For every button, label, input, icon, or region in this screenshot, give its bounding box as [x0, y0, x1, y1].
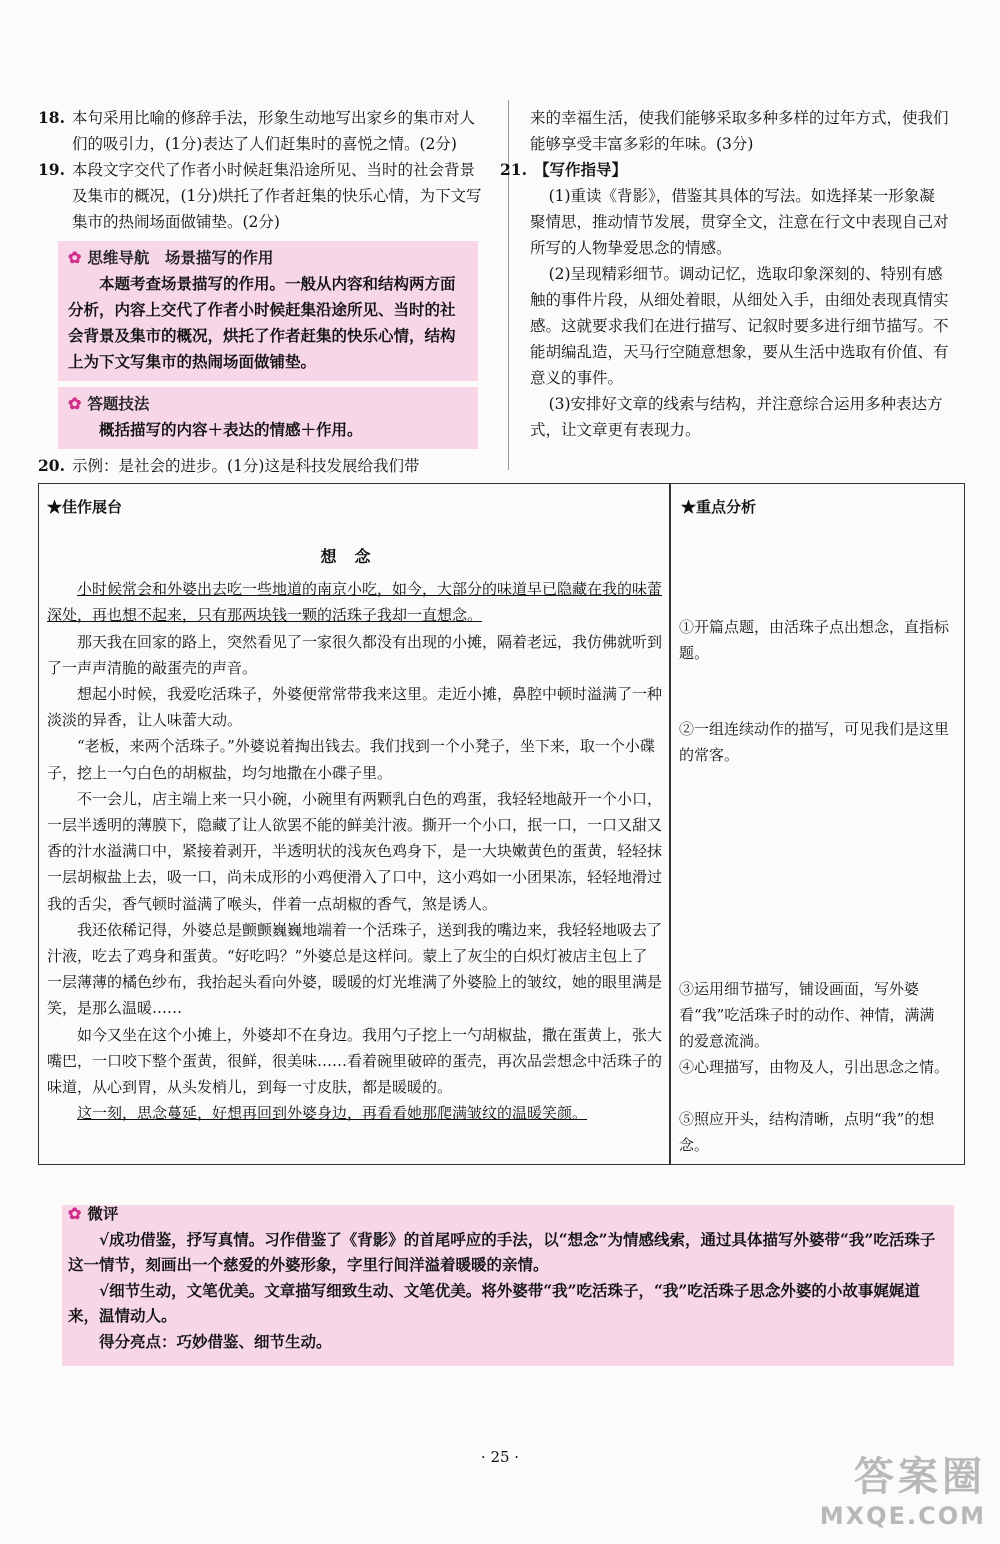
answer-20-continued: 来的幸福生活，使我们能够采取多种多样的过年方式，使我们能够享受丰富多彩的年味。(3分) [530, 109, 949, 153]
left-column [38, 105, 488, 479]
answer-technique-title: 答题技法 [87, 394, 150, 413]
answer-technique-body: 概括描写的内容＋表达的情感＋作用。 [99, 420, 363, 439]
showcase-box [38, 483, 965, 1165]
flower-icon: ✿ [68, 394, 82, 413]
answer-technique-box [58, 387, 478, 449]
answer-number: 19. [38, 160, 65, 179]
writing-guide-point-1: (1)重读《背影》，借鉴其具体的写法。如选择某一形象凝聚情思，推动情节发展，贯穿全文，注意在行文中表现自己对所写的人物挚爱思念的情感。 [530, 187, 949, 257]
thinking-guide-box [58, 241, 478, 381]
column-divider [508, 100, 509, 470]
answer-number: 18. [38, 108, 65, 127]
essay-paragraph: “老板，来两个活珠子。”外婆说着掏出钱去。我们找到一个小凳子，坐下来，取一个小碟子，挖上一勺白色的胡椒盐，均匀地撒在小碟子里。 [47, 737, 655, 782]
writing-guide-point-3: (3)安排好文章的线索与结构，并注意综合运用多种表达方式，让文章更有表现力。 [530, 395, 943, 439]
essay-paragraph: 这一刻，思念蔓延，好想再回到外婆身边，再看看她那爬满皱纹的温暖笑颜。 [77, 1104, 588, 1123]
answer-text: 本句采用比喻的修辞手法，形象生动地写出家乡的集市对人们的吸引力，(1分)表达了人们赶集时的喜悦之情。(2分) [72, 109, 476, 153]
review-paragraph: 得分亮点：巧妙借鉴、细节生动。 [99, 1331, 332, 1351]
showcase-divider [669, 484, 671, 1164]
flower-icon: ✿ [68, 1204, 82, 1223]
watermark [820, 1445, 986, 1530]
right-column [500, 105, 950, 443]
review-paragraph: √细节生动，文笔优美。文章描写细致生动、文笔优美。将外婆带“我”吃活珠子，“我”吃活珠子思念外婆的小故事娓娓道来，温情动人。 [68, 1280, 920, 1325]
answer-number: 21. [500, 160, 527, 179]
answer-21-header [500, 157, 950, 183]
page-number: · 25 · [480, 1448, 520, 1466]
writing-guide-title: 【写作指导】 [534, 160, 628, 179]
analysis-header: ★重点分析 [681, 498, 757, 516]
writing-guide-point-2: (2)呈现精彩细节。调动记忆，选取印象深刻的、特别有感触的事件片段，从细处着眼，从细处入手，由细处表现真情实感。这就要求我们在进行描写、记叙时要多进行细节描写。不能胡编乱造，天马行空随意想象，要从生活中选取有价值、有意义的事件。 [530, 265, 949, 387]
answer-19 [38, 157, 488, 235]
essay-paragraph: 想起小时候，我爱吃活珠子，外婆便常常带我来这里。走近小摊，鼻腔中顿时溢满了一种淡淡的异香，让人味蕾大动。 [47, 685, 663, 730]
watermark-logo-text: 答案圈 [854, 1454, 986, 1500]
review-paragraph: √成功借鉴，抒写真情。习作借鉴了《背影》的首尾呼应的手法，以“想念”为情感线索，通过具体描写外婆带“我”吃活珠子这一情节，刻画出一个慈爱的外婆形象，字里行间洋溢着暖暖的亲情。 [68, 1229, 936, 1274]
answer-18 [38, 105, 488, 157]
showcase-header: ★佳作展台 [47, 498, 123, 516]
essay-paragraph: 不一会儿，店主端上来一只小碗，小碗里有两颗乳白色的鸡蛋，我轻轻地敲开一个小口，一层半透明的薄膜下，隐藏了让人欲罢不能的鲜美汁液。撕开一个小口，抿一口，一口又甜又香的汁水溢满口中，紧接着剥开，半透明状的浅灰色鸡身下，是一大块嫩黄色的蛋黄，轻轻抹一层胡椒盐上去，吸一口，尚未成形的小鸡便滑入了口中，这小鸡如一小团果冻，轻轻地滑过我的舌尖，香气顿时溢满了喉头，伴着一点胡椒的香气，煞是诱人。 [47, 789, 663, 913]
essay [47, 544, 662, 1126]
micro-review-title: 微评 [87, 1204, 119, 1223]
essay-paragraph: 如今又坐在这个小摊上，外婆却不在身边。我用勺子挖上一勺胡椒盐，撒在蛋黄上，张大嘴巴，一口咬下整个蛋黄，很鲜，很美味……看着碗里破碎的蛋壳，再次品尝想念中活珠子的味道，从心到胃，从头发梢儿，到每一寸皮肤，都是暖暖的。 [47, 1025, 663, 1097]
watermark-url: MXQE.COM [819, 1502, 986, 1530]
thinking-guide-body: 本题考查场景描写的作用。一般从内容和结构两方面分析，内容上交代了作者小时候赶集沿途所见、当时的社会背景及集市的概况，烘托了作者赶集的快乐心情，结构上为下文写集市的热闹场面做铺垫。 [68, 274, 456, 371]
essay-paragraph: 小时候常会和外婆出去吃一些地道的南京小吃，如今，大部分的味道早已隐藏在我的味蕾深处，再也想不起来，只有那两块钱一颗的活珠子我却一直想念。 [47, 580, 663, 625]
essay-paragraph: 那天我在回家的路上，突然看见了一家很久都没有出现的小摊，隔着老远，我仿佛就听到了一声声清脆的敲蛋壳的声音。 [47, 632, 663, 677]
essay-paragraph: 我还依稀记得，外婆总是颤颤巍巍地端着一个活珠子，送到我的嘴边来，我轻轻地吸去了汁液，吃去了鸡身和蛋黄。“好吃吗？”外婆总是这样问。蒙上了灰尘的白炽灯被店主包上了一层薄薄的橘色纱布，我抬起头看向外婆，暖暖的灯光堆满了外婆脸上的皱纹，她的眼里满是笑，是那么温暖…… [47, 920, 663, 1018]
answer-20 [38, 453, 488, 479]
answer-number: 20. [38, 456, 65, 475]
answer-text: 示例：是社会的进步。(1分)这是科技发展给我们带 [72, 457, 420, 475]
answer-text: 本段文字交代了作者小时候赶集沿途所见、当时的社会背景及集市的概况，(1分)烘托了作者赶集的快乐心情，为下文写集市的热闹场面做铺垫。(2分) [72, 161, 482, 231]
analysis-note-3: ③运用细节描写，铺设画面，写外婆看“我”吃活珠子时的动作、神情，满满的爱意流淌。 [679, 980, 935, 1050]
flower-icon: ✿ [68, 248, 82, 267]
analysis-note-4: ④心理描写，由物及人，引出思念之情。 [679, 1058, 950, 1076]
thinking-guide-title: 思维导航 场景描写的作用 [87, 248, 274, 267]
micro-review-box [62, 1205, 954, 1366]
essay-title: 想念 [320, 547, 389, 566]
analysis-note-5: ⑤照应开头，结构清晰，点明“我”的想念。 [679, 1110, 935, 1154]
analysis-note-1: ①开篇点题，由活珠子点出想念，直指标题。 [679, 618, 950, 662]
analysis-note-2: ②一组连续动作的描写，可见我们是这里的常客。 [679, 720, 950, 764]
